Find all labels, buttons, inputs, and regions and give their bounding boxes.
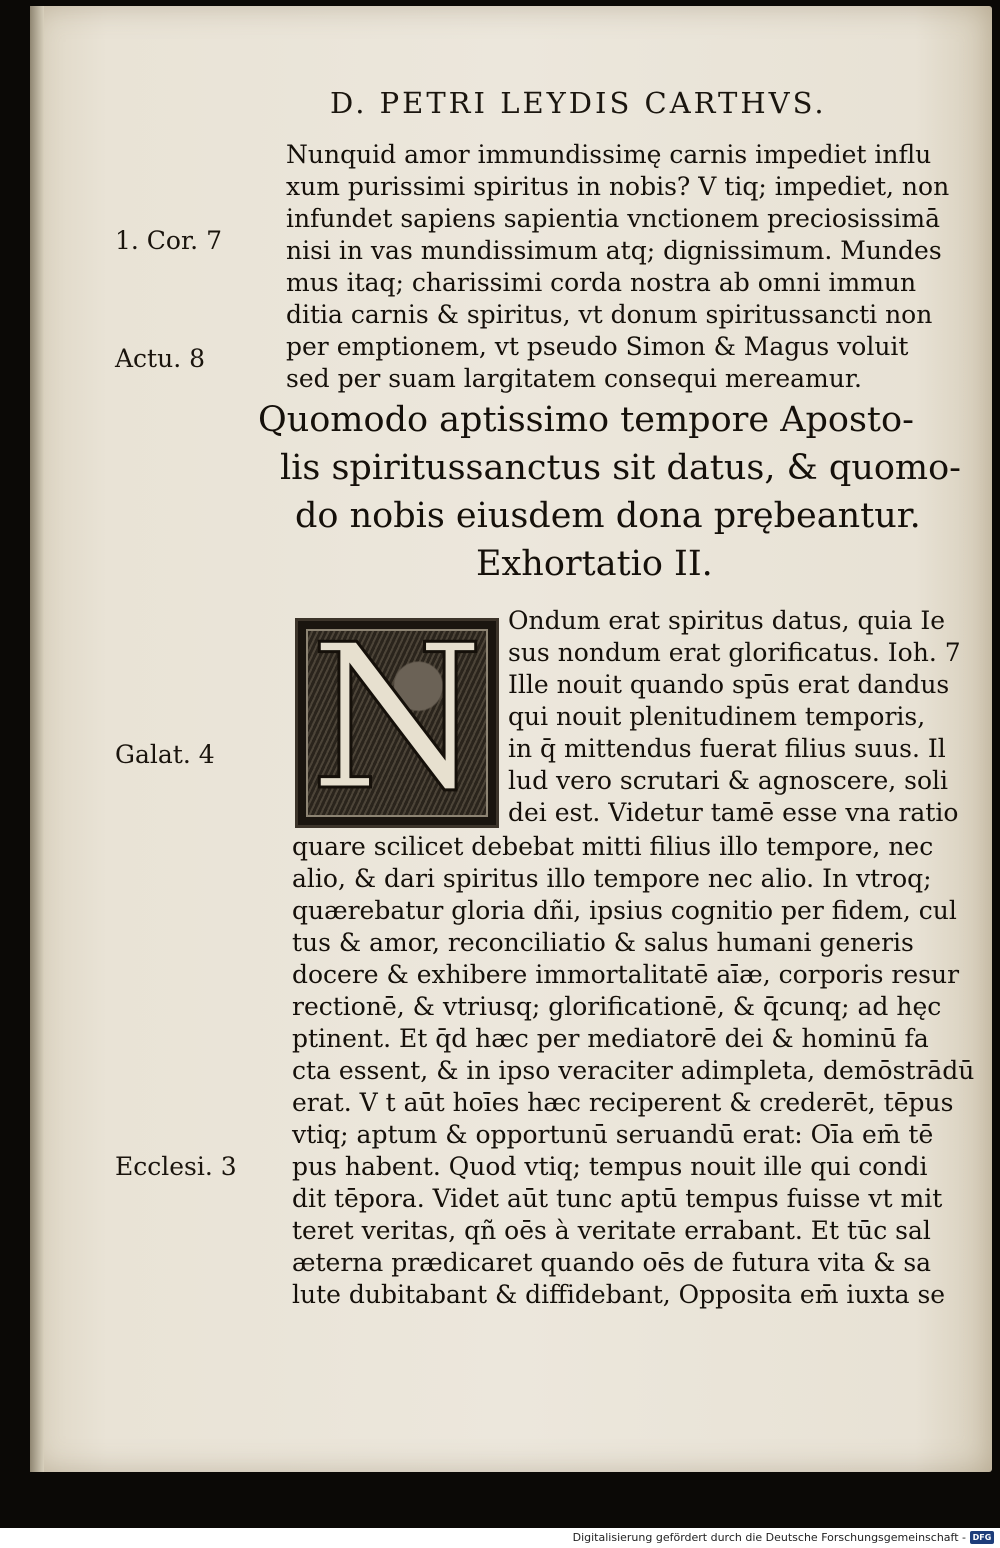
text-line: teret veritas, qñ oēs à veritate errabant. Et tūc sal — [292, 1216, 931, 1245]
text-line: sus nondum erat glorificatus. Ioh. 7 — [508, 638, 961, 667]
dfg-logo: DFG — [970, 1531, 994, 1544]
text-line: mus itaq; charissimi corda nostra ab omni immun — [286, 268, 917, 297]
section-heading-line: Quomodo aptissimo tempore Aposto- — [258, 400, 914, 440]
text-line: qui nouit plenitudinem temporis, — [508, 702, 926, 731]
running-head: D. PETRI LEYDIS CARTHVS. — [330, 86, 827, 120]
text-line: rectionē, & vtriusq; glorificationē, & q̄cunq; ad hęc — [292, 992, 942, 1021]
text-line: ditia carnis & spiritus, vt donum spiritussancti non — [286, 300, 933, 329]
text-line: erat. V t aūt hoīes hæc reciperent & crederēt, tēpus — [292, 1088, 954, 1117]
text-line: cta essent, & in ipso veraciter adimpleta, demōstrādū — [292, 1056, 975, 1085]
text-line: xum purissimi spiritus in nobis? V tiq; impediet, non — [286, 172, 950, 201]
margin-note-galat: Galat. 4 — [115, 740, 215, 769]
text-line: lute dubitabant & diffidebant, Opposita em̄ iuxta se — [292, 1280, 946, 1309]
text-line: in q̄ mittendus fuerat filius suus. Il — [508, 734, 946, 763]
initial-letter: N — [309, 618, 485, 828]
margin-note-eccle: Ecclesi. 3 — [115, 1152, 237, 1181]
text-line: Nunquid amor immundissimę carnis impediet influ — [286, 140, 932, 169]
text-line: æterna prædicaret quando oēs de futura vita & sa — [292, 1248, 932, 1277]
text-line: quærebatur gloria dñi, ipsius cognitio per fidem, cul — [292, 896, 957, 925]
text-line: Ondum erat spiritus datus, quia Ie — [508, 606, 946, 635]
text-line: per emptionem, vt pseudo Simon & Magus voluit — [286, 332, 909, 361]
text-line: pus habent. Quod vtiq; tempus nouit ille qui condi — [292, 1152, 928, 1181]
text-line: sed per suam largitatem consequi mereamur. — [286, 364, 862, 393]
footer-bar — [0, 1528, 1000, 1548]
margin-note-actu: Actu. 8 — [115, 344, 206, 373]
text-line: dei est. Videtur tamē esse vna ratio — [508, 798, 959, 827]
text-line: vtiq; aptum & opportunū seruandū erat: Oīa em̄ tē — [292, 1120, 934, 1149]
funding-credit: Digitalisierung gefördert durch die Deutsche Forschungsgemeinschaft - — [572, 1531, 966, 1544]
section-heading-line: do nobis eiusdem dona prębeantur. — [295, 496, 921, 536]
text-line: lud vero scrutari & agnoscere, soli — [508, 766, 949, 795]
section-heading-line: Exhortatio II. — [476, 544, 713, 584]
text-line: nisi in vas mundissimum atq; dignissimum. Mundes — [286, 236, 942, 265]
text-line: infundet sapiens sapientia vnctionem preciosissimā — [286, 204, 941, 233]
text-line: alio, & dari spiritus illo tempore nec alio. In vtroq; — [292, 864, 932, 893]
text-line: quare scilicet debebat mitti filius illo tempore, nec — [292, 832, 934, 861]
text-line: dit tēpora. Videt aūt tunc aptū tempus fuisse vt mit — [292, 1184, 943, 1213]
margin-note-cor: 1. Cor. 7 — [115, 226, 222, 255]
text-line: tus & amor, reconciliatio & salus humani generis — [292, 928, 914, 957]
text-line: ptinent. Et q̄d hæc per mediatorē dei & hominū fa — [292, 1024, 929, 1053]
decorated-initial — [295, 618, 499, 828]
text-line: Ille nouit quando spūs erat dandus — [508, 670, 950, 699]
section-heading-line: lis spiritussanctus sit datus, & quomo- — [280, 448, 962, 488]
book-page — [30, 6, 992, 1472]
text-line: docere & exhibere immortalitatē aīæ, corporis resur — [292, 960, 960, 989]
